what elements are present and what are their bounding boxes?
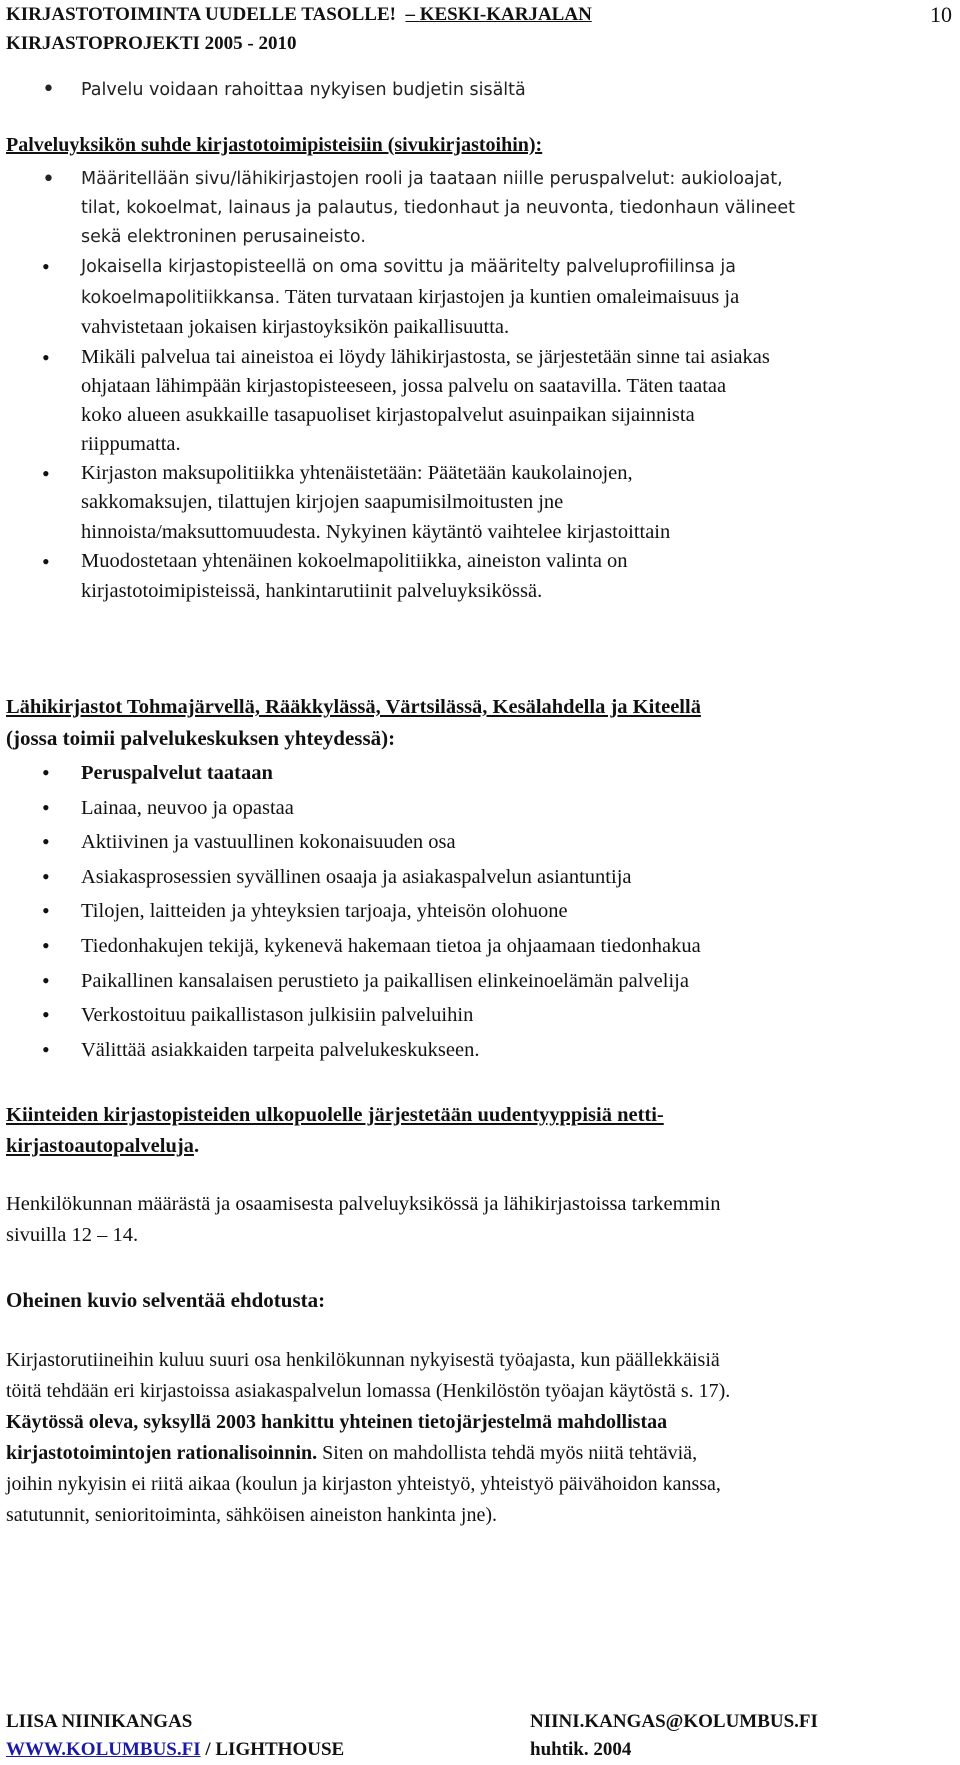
list-item: • Määritellään sivu/lähikirjastojen rooli ja taataan niille peruspalvelut: aukioloajat, tilat, kokoelmat, lainaus ja palautus, tiedonhaut ja neuvonta, tiedonhaun välineet sekä elektroninen perusaineisto. <box>42 167 795 247</box>
header-title-part1: KIRJASTOTOIMINTA UUDELLE TASOLLE! <box>6 4 396 25</box>
list-item: • Peruspalvelut taataan <box>0 756 955 791</box>
bullet-icon: • <box>42 1002 50 1028</box>
bullet-icon: • <box>42 254 50 279</box>
header-separator: – <box>405 4 420 25</box>
footer-author: LIISA NIINIKANGAS <box>6 1711 193 1732</box>
intro-list <box>0 75 955 105</box>
header-title-part2: KESKI-KARJALAN <box>419 4 592 25</box>
section-net-bookmobile <box>0 1100 955 1162</box>
footer-date: huhtik. 2004 <box>530 1739 632 1760</box>
list-item: • Verkostoituu paikallistason julkisiin palveluihin <box>0 998 955 1033</box>
section-local-libraries <box>0 692 955 1067</box>
list-item: • Muodostetaan yhtenäinen kokoelmapolitiikka, aineiston valinta on kirjastotoimipisteissä, hankintarutiinit palveluyksikössä. <box>42 549 628 602</box>
list-item: • Kirjaston maksupolitiikka yhtenäistetään: Päätetään kaukolainojen, sakkomaksujen, tilattujen kirjojen saapumisilmoitusten jne hinnoista/maksuttomuudesta. Nykyinen käytäntö vaihtelee kirjastoittain <box>42 460 671 543</box>
figure-intro <box>0 1285 955 1316</box>
running-header <box>6 0 592 58</box>
section-subheading: (jossa toimii palvelukeskuksen yhteydessä): <box>6 726 396 750</box>
section-service-unit <box>0 130 955 606</box>
bullet-icon: • <box>42 829 50 855</box>
section-heading: Kiinteiden kirjastopisteiden ulkopuolelle järjestetään uudentyyppisiä netti- kirjastoautopalveluja. <box>6 1104 664 1157</box>
header-subtitle: KIRJASTOPROJEKTI 2005 - 2010 <box>6 33 297 54</box>
bullet-icon: • <box>42 167 55 192</box>
bullet-icon: • <box>42 344 50 370</box>
bullet-icon: • <box>42 863 50 889</box>
bullet-icon: • <box>42 77 55 102</box>
list-item: • Lainaa, neuvoo ja opastaa <box>0 791 955 826</box>
bullet-icon: • <box>42 760 50 785</box>
bullet-icon: • <box>42 967 50 993</box>
list-item: • Mikäli palvelua tai aineistoa ei löydy lähikirjastosta, se järjestetään sinne tai asiakas ohjataan lähimpään kirjastopisteeseen, jossa palvelu on saatavilla. Täten taataa koko alueen asukkaille tasapuoliset kirjastopalvelut asuinpaikan sijainnista riippumatta. <box>42 344 770 455</box>
bullet-icon: • <box>42 460 50 486</box>
bullet-icon: • <box>42 1036 50 1062</box>
paragraph-staff: Henkilökunnan määrästä ja osaamisesta palveluyksikössä ja lähikirjastoissa tarkemmin sivuilla 12 – 14. <box>6 1193 721 1246</box>
list-item: • Tiedonhakujen tekijä, kykenevä hakemaan tietoa ja ohjaamaan tiedonhakua <box>0 929 955 964</box>
footer-email: NIINI.KANGAS@KOLUMBUS.FI <box>530 1711 818 1732</box>
figure-heading: Oheinen kuvio selventää ehdotusta: <box>6 1288 326 1312</box>
footer-website-line: WWW.KOLUMBUS.FI / LIGHTHOUSE <box>6 1739 345 1760</box>
section-heading: Palveluyksikön suhde kirjastotoimipisteisiin (sivukirjastoihin): <box>6 134 543 156</box>
bullet-icon: • <box>42 794 50 820</box>
paragraph-routines: Kirjastorutiineihin kuluu suuri osa henkilökunnan nykyisestä työajasta, kun päällekkäisiä töitä tehdään eri kirjastoissa asiakaspalvelun lomassa (Henkilöstön työajan käytöstä s. 17). Käytössä oleva, syksyllä 2003 hankittu yhteinen tietojärjestelmä mahdollistaa kirjastotoimintojen rationalisoinnin. Siten on mahdollista tehdä myös niitä tehtäviä, joihin nykyisin ei riitä aikaa (koulun ja kirjaston yhteistyö, yhteistyö päivähoidon kanssa, satutunnit, senioritoiminta, sähköisen aineiston hankinta jne). <box>6 1349 731 1526</box>
page-number: 10 <box>930 2 952 27</box>
list-item: • Asiakasprosessien syvällinen osaaja ja asiakaspalvelun asiantuntija <box>0 860 955 895</box>
bullet-icon: • <box>42 932 50 958</box>
list-item: • Paikallinen kansalaisen perustieto ja paikallisen elinkeinoelämän palvelija <box>0 964 955 999</box>
section-heading: Lähikirjastot Tohmajärvellä, Rääkkylässä, Värtsilässä, Kesälahdella ja Kiteellä <box>6 696 701 718</box>
list-item: • Aktiivinen ja vastuullinen kokonaisuuden osa <box>0 825 955 860</box>
list-item: • Jokaisella kirjastopisteellä on oma sovittu ja määritelty palveluprofiilinsa ja kokoelmapolitiikkansa. Täten turvataan kirjastojen ja kuntien omaleimaisuus ja vahvistetaan jokaisen kirjastoyksikön paikallisuutta. <box>42 254 740 338</box>
bullet-icon: • <box>42 898 50 924</box>
list-item: • Tilojen, laitteiden ja yhteyksien tarjoaja, yhteisön olohuone <box>0 894 955 929</box>
footer-website-link[interactable]: WWW.KOLUMBUS.FI <box>6 1739 201 1760</box>
list-item: • Palvelu voidaan rahoittaa nykyisen budjetin sisältä <box>0 75 955 105</box>
list-item: • Välittää asiakkaiden tarpeita palvelukeskukseen. <box>0 1033 955 1068</box>
bullet-icon: • <box>42 549 50 574</box>
